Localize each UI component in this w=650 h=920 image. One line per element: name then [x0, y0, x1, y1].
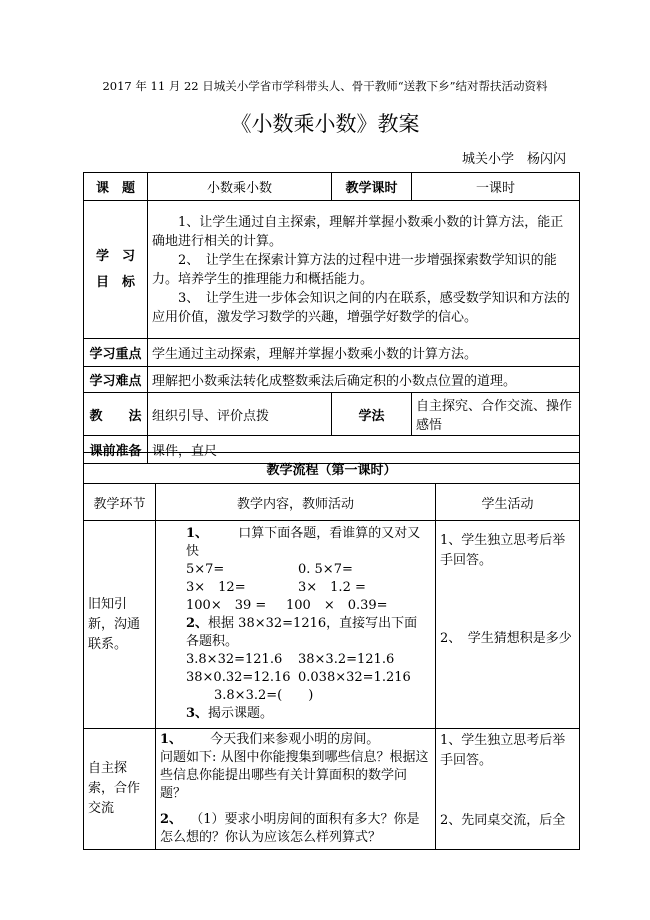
- item-text: （1）要求小明房间的面积有多大？你是怎么想的？你认为应该怎么样列算式？: [160, 812, 420, 845]
- flow-row: [84, 521, 580, 729]
- goals-row: [84, 201, 580, 339]
- goal-item: 3、 让学生进一步体会知识之间的内在联系，感受数学知识和方法的应用价值，激发学习数学的兴趣，增强学好数学的信心。: [152, 290, 570, 325]
- calc-expr: 100× 39 =: [186, 598, 267, 613]
- difficulty-row: [84, 367, 580, 393]
- content-cell: [156, 521, 436, 729]
- calc-expr: 3.8×32=121.6: [186, 652, 283, 667]
- student-activity: 1、学生独立思考后举手回答。: [440, 733, 566, 768]
- flow-header-row: [84, 484, 580, 521]
- item-number: 1、: [186, 526, 209, 541]
- key-label: 学习重点: [84, 339, 148, 367]
- goals-cell: [148, 201, 580, 339]
- goal-item: 1、让学生通过自主探索，理解并掌握小数乘小数的计算方法，能正确地进行相关的计算。: [152, 214, 564, 249]
- flow-title: 教学流程（第一课时）: [84, 453, 580, 484]
- col-content-header: 教学内容，教师活动: [156, 484, 436, 521]
- header-line: 2017 年 11 月 22 日城关小学省市学科带头人、骨干教师“送教下乡”结对帮扶活动资料: [102, 79, 548, 93]
- calc-expr: 5×7=: [186, 562, 225, 577]
- lesson-info-table: [83, 172, 580, 464]
- author-line: 城关小学 杨闪闪: [461, 152, 566, 167]
- col-student-header: 学生活动: [436, 484, 580, 521]
- student-cell: [436, 729, 580, 850]
- item-number: 3、: [186, 706, 209, 721]
- calc-expr: 38×0.32=12.16: [186, 670, 291, 685]
- method-row: [84, 393, 580, 436]
- student-activity: 1、学生独立思考后举手回答。: [440, 533, 566, 568]
- stage-cell: 自主探索，合作交流: [84, 729, 156, 850]
- item-text: 根据 38×32=1216，直接写出下面各题积。: [186, 616, 418, 649]
- difficulty-value: 理解把小数乘法转化成整数乘法后确定积的小数点位置的道理。: [148, 367, 580, 393]
- stage-cell: 旧知引新，沟通联系。: [84, 521, 156, 729]
- content-cell: [156, 729, 436, 850]
- item-number: 2、: [160, 812, 183, 827]
- method-value: 组织引导、评价点拨: [148, 393, 332, 436]
- goals-label: 学 习 目 标: [84, 201, 148, 339]
- calc-expr: 0.038×32=1.216: [298, 670, 411, 685]
- key-row: [84, 339, 580, 367]
- item-text: 揭示课题。: [208, 706, 274, 721]
- item-text: 问题如下: 从图中你能搜集到哪些信息？根据这些信息你能提出哪些有关计算面积的数学问题？: [160, 750, 429, 801]
- item-number: 1、: [160, 732, 183, 747]
- flow-title-row: [84, 453, 580, 484]
- calc-expr: 3× 1.2 =: [298, 580, 366, 595]
- item-text: 今天我们来参观小明的房间。: [210, 732, 380, 747]
- calc-expr: 0. 5×7=: [298, 562, 353, 577]
- student-activity: 2、先同桌交流，后全: [440, 813, 566, 828]
- calc-expr: 3.8×3.2=( ): [214, 688, 314, 703]
- topic-value: 小数乘小数: [148, 173, 332, 201]
- calc-expr: 100 × 0.39=: [286, 598, 388, 613]
- difficulty-label: 学习难点: [84, 367, 148, 393]
- flow-row: [84, 729, 580, 850]
- key-value: 学生通过主动探索，理解并掌握小数乘小数的计算方法。: [148, 339, 580, 367]
- topic-label: 课 题: [84, 173, 148, 201]
- col-stage-header: 教学环节: [84, 484, 156, 521]
- hours-value: 一课时: [412, 173, 580, 201]
- page-title: 《小数乘小数》教案: [230, 112, 420, 136]
- item-text: 口算下面各题，看谁算的又对又快: [186, 526, 421, 559]
- calc-expr: 38×3.2=121.6: [298, 652, 395, 667]
- student-activity: 2、 学生猜想积是多少: [440, 631, 572, 646]
- student-cell: [436, 521, 580, 729]
- prep-value: 课件，直尺: [148, 436, 580, 464]
- method-label: 教 法: [84, 393, 148, 436]
- learn-label: 学法: [332, 393, 412, 436]
- goal-item: 2、 让学生在探索计算方法的过程中进一步增强探索数学知识的能力。培养学生的推理能力和概括能力。: [152, 252, 557, 287]
- item-number: 2、: [186, 616, 209, 631]
- calc-expr: 3× 12=: [186, 580, 246, 595]
- topic-row: [84, 173, 580, 201]
- prep-label: 课前准备: [84, 436, 148, 464]
- hours-label: 教学课时: [332, 173, 412, 201]
- learn-value: 自主探究、合作交流、操作感悟: [412, 393, 580, 436]
- teaching-flow-table: [83, 452, 580, 850]
